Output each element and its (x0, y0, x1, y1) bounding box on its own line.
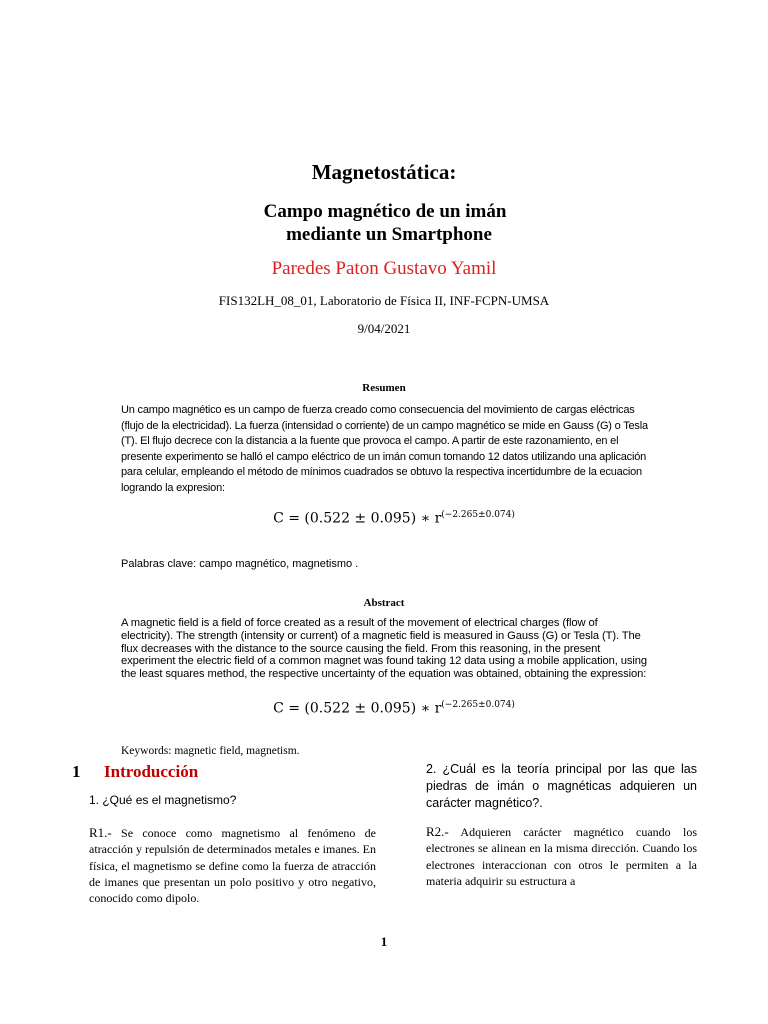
resumen-equation (0, 510, 768, 527)
answer-1-text: Se conoce como magnetismo al fenómeno de atracción y repulsión de determinados metales e imanes. En física, el magnetismo se define como la fuerza de atracción de imanes que presentan un polo positivo y otro negativo, conocido como dipolo. (89, 826, 376, 906)
answer-1 (89, 825, 376, 906)
abstract-heading: Abstract (363, 597, 405, 609)
paper-title: Magnetostática: (311, 160, 457, 184)
resumen-equation-main: C = (0.522 ± 0.095) ∗ r (273, 510, 442, 527)
answer-2-lead: R2.- (426, 824, 449, 839)
answer-2-text: Adquieren carácter magnético cuando los electrones se alinean en la misma dirección. Cuando los electrones interaccionan con otros le permiten a la materia adquirir su estructura a (426, 825, 697, 888)
answer-2 (426, 824, 697, 889)
page-number: 1 (380, 934, 388, 949)
abstract-equation-main: C = (0.522 ± 0.095) ∗ r (273, 700, 442, 717)
abstract-equation (0, 700, 768, 717)
resumen-equation-exponent: (−2.265±0.074) (441, 510, 515, 520)
subtitle-line-2: mediante un Smartphone (286, 224, 492, 245)
abstract-equation-exponent: (−2.265±0.074) (441, 700, 515, 710)
paper-subtitle (0, 200, 768, 246)
section-title: Introducción (104, 762, 199, 781)
affiliation: FIS132LH_08_01, Laboratorio de Física II, INF-FCPN-UMSA (218, 293, 550, 308)
author-name: Paredes Paton Gustavo Yamil (271, 258, 497, 279)
answer-1-lead: R1.- (89, 825, 112, 840)
section-number: 1 (72, 762, 81, 781)
question-1: 1. ¿Qué es el magnetismo? (89, 793, 237, 807)
date: 9/04/2021 (357, 321, 411, 336)
abstract-keywords: Keywords: magnetic field, magnetism. (121, 745, 300, 757)
question-2: 2. ¿Cuál es la teoría principal por las que las piedras de imán o magnéticas adquieren un carácter magnético?. (426, 762, 697, 810)
resumen-body: Un campo magnético es un campo de fuerza creado como consecuencia del movimiento de cargas eléctricas (flujo de la electricidad). La fuerza (intensidad o corriente) de un campo magnético se mide en Gauss (G) o Tesla (T). El flujo decrece con la distancia a la fuente que provoca el campo. A partir de este razonamiento, en el presente experimento se halló el campo eléctrico de un imán comun tomando 12 datos utilizando una aplicación para celular, empleando el método de mínimos cuadrados se obtuvo la respectiva incertidumbre de la ecuacion logrando la expresion: (121, 404, 648, 494)
subtitle-line-1: Campo magnético de un imán (263, 201, 507, 222)
resumen-keywords: Palabras clave: campo magnético, magnetismo . (121, 558, 359, 570)
abstract-body: A magnetic field is a field of force created as a result of the movement of electrical charges (flow of electricity). The strength (intensity or current) of a magnetic field is measured in Gauss (G) or Tesla (T). The flux decreases with the distance to the source causing the field. From this reasoning, in the present experiment the electric field of a common magnet was found taking 12 data using a mobile application, using the least squares method, the respective uncertainty of the equation was obtained, obtaining the expression: (121, 617, 647, 681)
resumen-heading: Resumen (362, 382, 406, 394)
